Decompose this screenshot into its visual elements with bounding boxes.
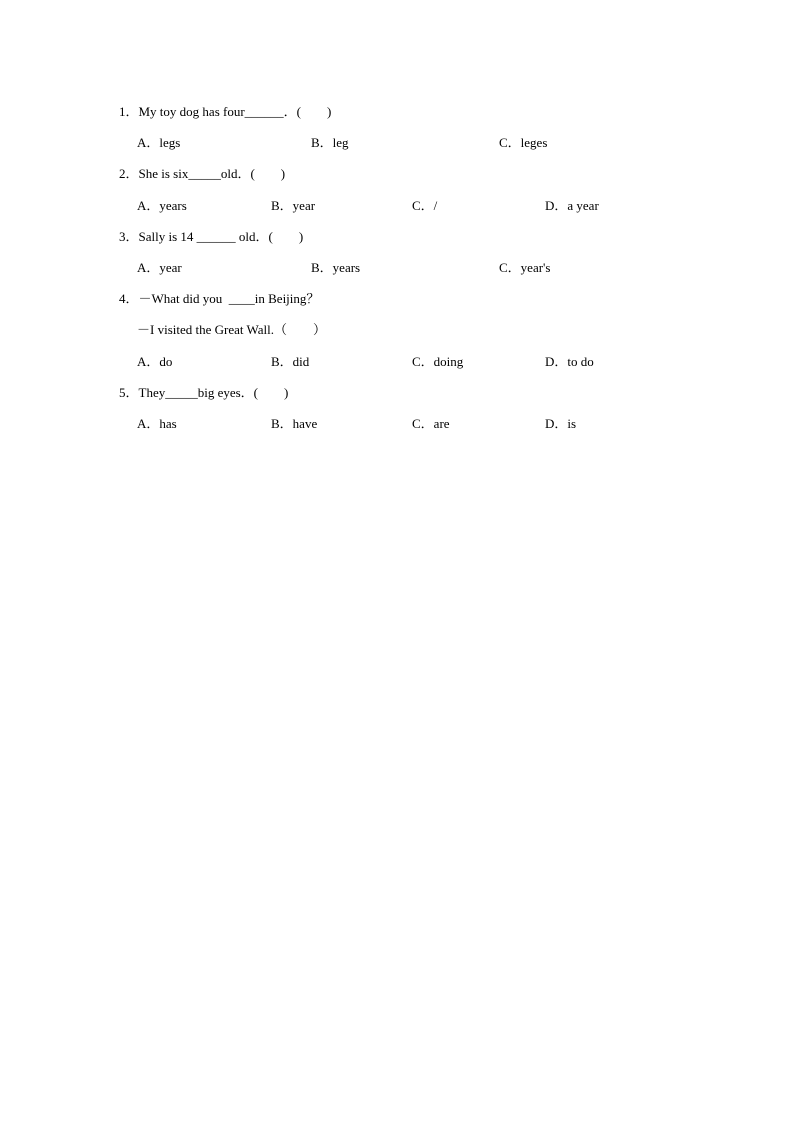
question-3-option-b: B．years (311, 260, 361, 275)
question-1-stem: 1．My toy dog has four______．( ) (119, 104, 332, 119)
question-1-option-c: C．leges (499, 135, 548, 150)
question-2-option-b: B．year (271, 198, 316, 213)
question-5-option-c: C．are (412, 416, 450, 431)
question-3-option-c: C．year's (499, 260, 551, 275)
question-3-option-a: A．year (137, 260, 182, 275)
question-2-option-c: C．/ (412, 198, 438, 213)
question-2-option-d: D．a year (545, 198, 599, 213)
question-3-stem: 3．Sally is 14 ______ old．( ) (119, 229, 304, 244)
question-1-option-b: B．leg (311, 135, 349, 150)
question-4-answer-line: －I visited the Great Wall.（ ） (137, 322, 326, 337)
question-1-option-a: A．legs (137, 135, 181, 150)
question-4-option-d: D．to do (545, 354, 594, 369)
question-4-option-b: B．did (271, 354, 310, 369)
question-5-option-d: D．is (545, 416, 577, 431)
question-4-option-a: A．do (137, 354, 173, 369)
question-2-stem: 2．She is six_____old．( ) (119, 166, 286, 181)
question-2-option-a: A．years (137, 198, 187, 213)
question-5-option-a: A．has (137, 416, 177, 431)
question-4-option-c: C．doing (412, 354, 464, 369)
question-5-stem: 5．They_____big eyes．( ) (119, 385, 289, 400)
question-4-stem: 4．－What did you ____in Beijing？ (119, 291, 320, 306)
question-5-option-b: B．have (271, 416, 318, 431)
